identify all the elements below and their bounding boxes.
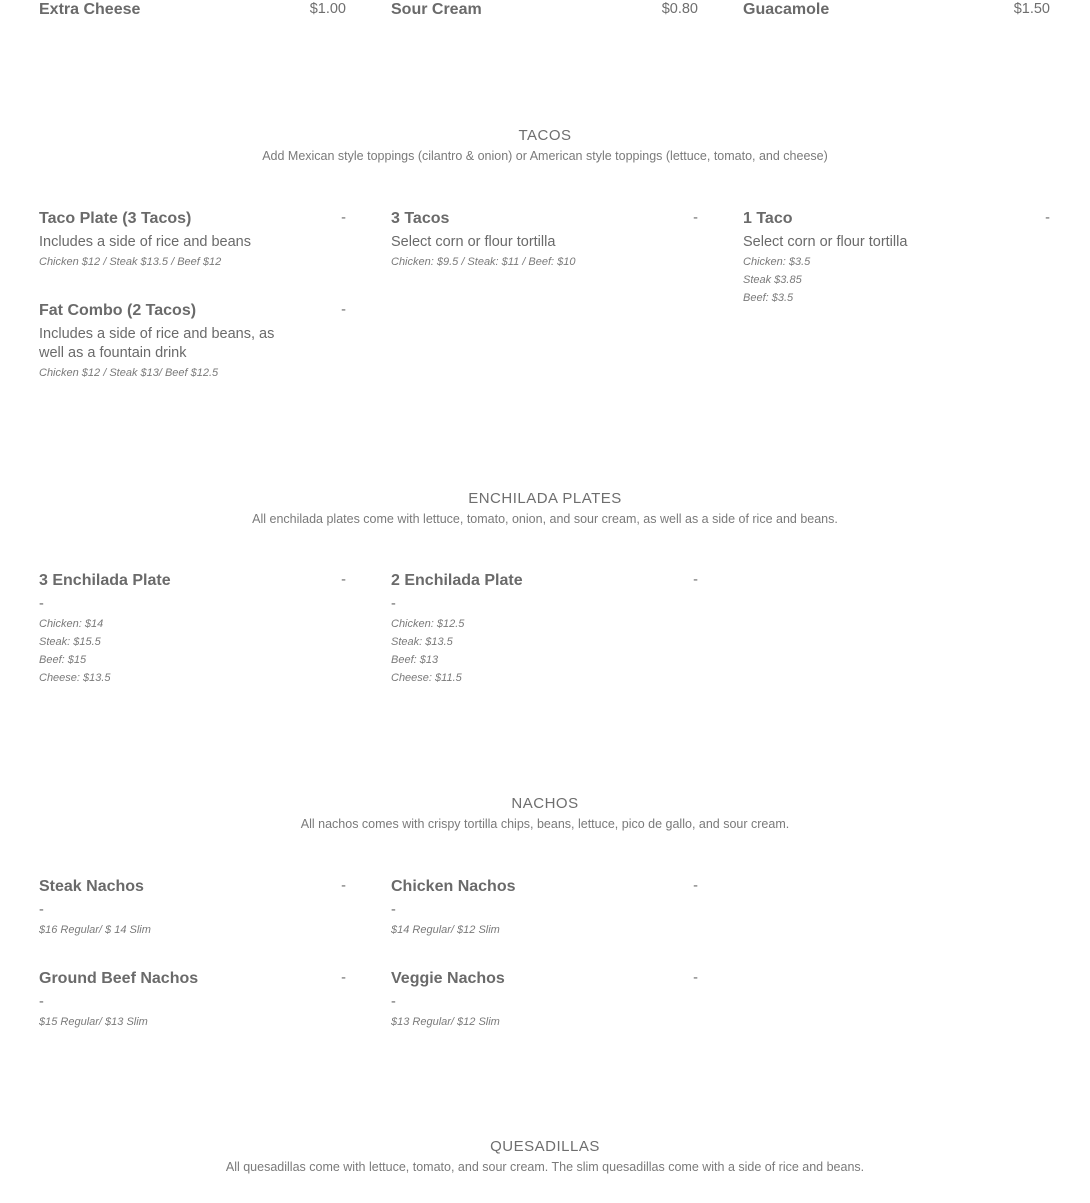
item-name: Ground Beef Nachos xyxy=(39,970,199,987)
item-variants xyxy=(391,615,698,687)
variant-price: Steak: $13.5 xyxy=(391,636,453,648)
section-description: All quesadillas come with lettuce, tomato, and sour cream. The slim quesadillas come with a side of rice and beans. xyxy=(225,1160,865,1174)
menu-item-taco-plate xyxy=(39,208,346,271)
item-price: $1.50 xyxy=(1013,1,1050,17)
section-title: TACOS xyxy=(518,127,572,144)
item-price: - xyxy=(341,970,346,986)
item-name: Fat Combo (2 Tacos) xyxy=(39,302,197,319)
variant-price: Steak $3.85 xyxy=(743,274,802,286)
item-description: Select corn or flour tortilla xyxy=(391,234,556,250)
item-variants xyxy=(39,253,346,271)
menu-item-sour-cream xyxy=(391,0,698,21)
section-title: NACHOS xyxy=(511,795,579,812)
item-description: Includes a side of rice and beans xyxy=(39,234,251,250)
item-name: Sour Cream xyxy=(391,1,482,18)
menu-item-3-enchilada-plate xyxy=(39,570,346,687)
item-name: Extra Cheese xyxy=(39,1,141,18)
item-name: Veggie Nachos xyxy=(391,970,505,987)
menu-item-1-taco xyxy=(743,208,1050,307)
item-price: - xyxy=(693,210,698,226)
item-price: $1.00 xyxy=(309,1,346,17)
item-name: 3 Tacos xyxy=(391,210,450,227)
menu-item-steak-nachos xyxy=(39,876,346,939)
item-name: 3 Enchilada Plate xyxy=(39,572,171,589)
variant-price: Chicken $12 / Steak $13/ Beef $12.5 xyxy=(39,367,219,379)
item-variants xyxy=(39,364,346,382)
variant-price: Beef: $15 xyxy=(39,654,87,666)
item-price: - xyxy=(693,970,698,986)
variant-price: $15 Regular/ $13 Slim xyxy=(39,1016,148,1028)
section-description: All nachos comes with crispy tortilla chips, beans, lettuce, pico de gallo, and sour cream. xyxy=(300,817,790,831)
variant-price: Beef: $13 xyxy=(391,654,439,666)
variant-price: Chicken: $9.5 / Steak: $11 / Beef: $10 xyxy=(391,256,576,268)
item-name: Guacamole xyxy=(743,1,830,18)
item-variants xyxy=(391,1013,698,1031)
item-variants xyxy=(39,615,346,687)
item-variants xyxy=(391,253,698,271)
variant-price: Cheese: $13.5 xyxy=(39,672,111,684)
item-description: - xyxy=(39,994,44,1010)
item-price: - xyxy=(341,878,346,894)
section-header-nachos xyxy=(0,794,1090,834)
item-variants xyxy=(39,921,346,939)
menu-item-2-enchilada-plate xyxy=(391,570,698,687)
variant-price: $16 Regular/ $ 14 Slim xyxy=(39,924,151,936)
menu-item-guacamole xyxy=(743,0,1050,21)
item-name: Taco Plate (3 Tacos) xyxy=(39,210,192,227)
variant-price: Cheese: $11.5 xyxy=(391,672,462,684)
item-name: 1 Taco xyxy=(743,210,793,227)
variant-price: Beef: $3.5 xyxy=(743,292,794,304)
section-header-tacos xyxy=(0,126,1090,166)
variant-price: Steak: $15.5 xyxy=(39,636,101,648)
item-name: Chicken Nachos xyxy=(391,878,516,895)
item-description: - xyxy=(391,902,396,918)
item-description: - xyxy=(39,902,44,918)
section-header-enchiladas xyxy=(0,489,1090,529)
item-variants xyxy=(39,1013,346,1031)
item-price: - xyxy=(693,572,698,588)
menu-item-3-tacos xyxy=(391,208,698,271)
variant-price: $14 Regular/ $12 Slim xyxy=(391,924,500,936)
item-price: $0.80 xyxy=(661,1,698,17)
item-name: Steak Nachos xyxy=(39,878,144,895)
item-variants xyxy=(391,921,698,939)
variant-price: Chicken: $12.5 xyxy=(391,618,465,630)
item-description: - xyxy=(391,596,396,612)
menu-item-extra-cheese xyxy=(39,0,346,21)
item-variants xyxy=(743,253,1050,307)
item-description: Includes a side of rice and beans, as well as a fountain drink xyxy=(39,326,275,361)
item-description: - xyxy=(39,596,44,612)
item-price: - xyxy=(693,878,698,894)
section-description: All enchilada plates come with lettuce, tomato, onion, and sour cream, as well as a side of rice and beans. xyxy=(252,512,838,526)
item-description: - xyxy=(391,994,396,1010)
item-price: - xyxy=(1045,210,1050,226)
menu-item-ground-beef-nachos xyxy=(39,968,346,1031)
item-description: Select corn or flour tortilla xyxy=(743,234,908,250)
item-name: 2 Enchilada Plate xyxy=(391,572,523,589)
section-title: ENCHILADA PLATES xyxy=(468,490,622,507)
variant-price: Chicken: $3.5 xyxy=(743,256,811,268)
section-header-quesadillas xyxy=(0,1137,1090,1177)
variant-price: Chicken: $14 xyxy=(39,618,104,630)
variant-price: $13 Regular/ $12 Slim xyxy=(391,1016,500,1028)
item-price: - xyxy=(341,572,346,588)
menu-item-fat-combo xyxy=(39,300,346,382)
menu-item-veggie-nachos xyxy=(391,968,698,1031)
menu-item-chicken-nachos xyxy=(391,876,698,939)
item-price: - xyxy=(341,302,346,318)
item-price: - xyxy=(341,210,346,226)
section-description: Add Mexican style toppings (cilantro & onion) or American style toppings (lettuce, tomato, and cheese) xyxy=(262,149,828,163)
variant-price: Chicken $12 / Steak $13.5 / Beef $12 xyxy=(39,256,222,268)
section-title: QUESADILLAS xyxy=(490,1138,600,1155)
